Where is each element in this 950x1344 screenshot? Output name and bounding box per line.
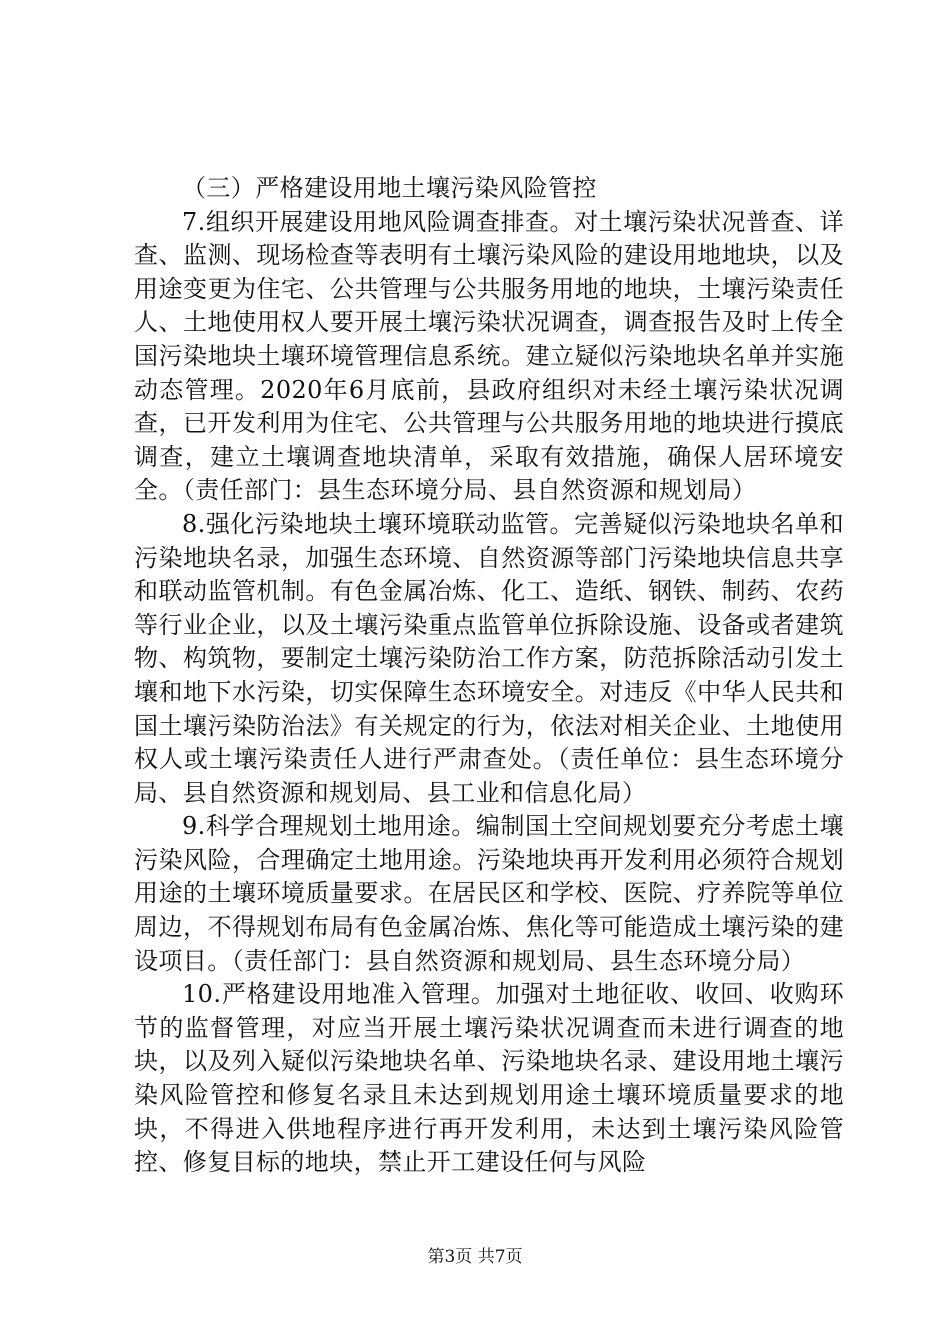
- paragraph-item-10: 10.严格建设用地准入管理。加强对土地征收、收回、收购环节的监督管理，对应当开展土壤污染状况调查而未进行调查的地块，以及列入疑似污染地块名单、污染地块名录、建设用地土壤污染风险管控和修复名录且未达到规划用途土壤环境质量要求的地块，不得进入供地程序进行再开发利用，未达到土壤污染风险管控、修复目标的地块，禁止开工建设任何与风险: [134, 980, 844, 1177]
- section-heading: （三）严格建设用地土壤污染风险管控: [182, 174, 597, 202]
- paragraph-item-9: 9.科学合理规划土地用途。编制国土空间规划要充分考虑土壤污染风险，合理确定土地用途。污染地块再开发利用必须符合规划用途的土壤环境质量要求。在居民区和学校、医院、疗养院等单位周边，不得规划布局有色金属冶炼、焦化等可能造成土壤污染的建设项目。（责任部门：县自然资源和规划局、县生态环境分局）: [134, 812, 844, 975]
- paragraph-item-7: 7.组织开展建设用地风险调查排查。对土壤污染状况普查、详查、监测、现场检查等表明有土壤污染风险的建设用地地块，以及用途变更为住宅、公共管理与公共服务用地的地块，土壤污染责任人、土地使用权人要开展土壤污染状况调查，调查报告及时上传全国污染地块土壤环境管理信息系统。建立疑似污染地块名单并实施动态管理。2020年6月底前，县政府组织对未经土壤污染状况调查，已开发利用为住宅、公共管理与公共服务用地的地块进行摸底调查，建立土壤调查地块清单，采取有效措施，确保人居环境安全。（责任部门：县生态环境分局、县自然资源和规划局）: [134, 207, 844, 505]
- page-number-footer: 第3页 共7页: [427, 1247, 523, 1267]
- document-body: [134, 172, 844, 1180]
- paragraph-item-8: 8.强化污染地块土壤环境联动监管。完善疑似污染地块名单和污染地块名录，加强生态环境、自然资源等部门污染地块信息共享和联动监管机制。有色金属冶炼、化工、造纸、钢铁、制药、农药等行业企业，以及土壤污染重点监管单位拆除设施、设备或者建筑物、构筑物，要制定土壤污染防治工作方案，防范拆除活动引发土壤和地下水污染，切实保障生态环境安全。对违反《中华人民共和国土壤污染防治法》有关规定的行为，依法对相关企业、土地使用权人或土壤污染责任人进行严肃查处。（责任单位：县生态环境分局、县自然资源和规划局、县工业和信息化局）: [134, 509, 844, 807]
